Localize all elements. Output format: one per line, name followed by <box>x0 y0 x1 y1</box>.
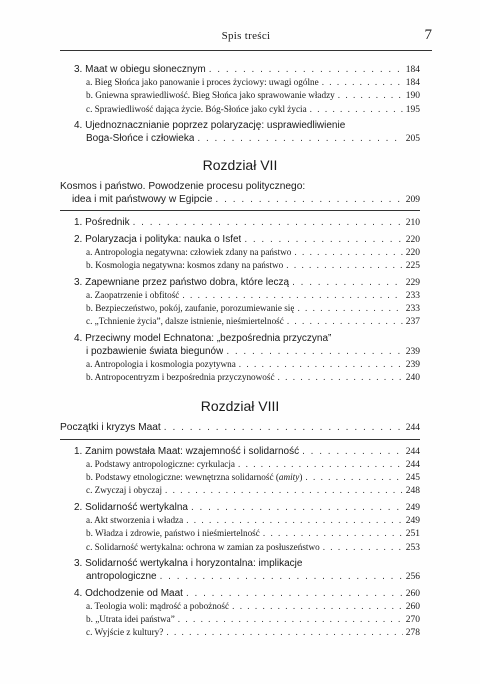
toc-entry-first-line: 4. Ujednoznacznianie poprzez polaryzację: usprawiedliwienie <box>74 120 346 132</box>
toc-entry-title: 2. Polaryzacja i polityka: nauka o Isfet <box>74 233 242 245</box>
dot-leader <box>160 571 403 583</box>
dot-leader <box>239 358 403 370</box>
toc-entry <box>60 502 420 514</box>
toc-entry-page: 229 <box>405 277 420 288</box>
running-header <box>60 27 432 51</box>
dot-leader <box>166 626 402 638</box>
toc-entry-title: b. Antropocentryzm i bezpośrednia przyczynowość <box>86 372 275 383</box>
toc-subentry <box>60 514 420 527</box>
toc-entry-title: 2. Solidarność wertykalna <box>74 502 188 514</box>
toc-entry-page: 184 <box>405 65 420 75</box>
dot-leader <box>263 527 403 539</box>
toc-entry-page: 244 <box>405 446 420 457</box>
dot-leader <box>191 502 403 514</box>
dot-leader <box>287 315 403 327</box>
toc-entry-page: 225 <box>405 261 420 272</box>
toc-entry <box>60 422 420 435</box>
toc-subentry <box>60 471 420 484</box>
toc-entry-page: 239 <box>405 346 420 357</box>
toc-entry <box>60 194 420 207</box>
dot-leader <box>164 422 403 435</box>
toc-entry-page: 233 <box>405 304 420 315</box>
toc-subentry <box>60 458 420 471</box>
dot-leader <box>310 103 403 115</box>
toc-entry-title: idea i mit państwowy w Egipcie <box>72 193 213 205</box>
toc-entry-page: 251 <box>405 529 420 540</box>
toc-entry-page: 249 <box>405 503 420 514</box>
toc-entry-page: 184 <box>405 78 420 89</box>
toc-entry-page: 190 <box>405 91 420 102</box>
dot-leader <box>232 600 403 612</box>
divider <box>60 439 420 440</box>
toc-entry <box>60 234 420 246</box>
toc-entry-page: 278 <box>405 628 420 639</box>
toc-entry-first-line: 3. Solidarność wertykalna i horyzontalna: implikacje <box>74 558 303 570</box>
toc-entry <box>60 571 420 583</box>
toc-subentry <box>60 289 420 302</box>
dot-leader <box>297 302 402 314</box>
toc-entry-title: c. „Tchnienie życia”, dalsze istnienie, nieśmiertelność <box>86 316 284 327</box>
chapter-heading: Rozdział VII <box>202 157 278 174</box>
divider <box>60 210 420 211</box>
toc-subentry <box>60 315 420 328</box>
toc-subentry <box>60 527 420 540</box>
dot-leader <box>305 471 402 483</box>
toc-entry-page: 220 <box>405 247 420 258</box>
toc-subentry <box>60 541 420 554</box>
toc-subentry <box>60 89 420 102</box>
toc-entry-page: 256 <box>405 571 420 582</box>
toc-entry-title: Początki i kryzys Maat <box>60 422 161 434</box>
toc-entry-title: b. Władza i zdrowie, państwo i nieśmiertelność <box>86 528 260 539</box>
toc-entry-page: 253 <box>405 542 420 553</box>
toc-entry-title: antropologiczne <box>86 570 157 582</box>
dot-leader <box>238 458 403 470</box>
chapter-heading: Rozdział VIII <box>200 398 280 415</box>
toc-entry-title: a. Podstawy antropologiczne: cyrkulacja <box>86 458 235 469</box>
toc-entry-title: 1. Pośrednik <box>74 217 130 229</box>
toc-entry-page: 205 <box>405 133 420 144</box>
toc-entry-title: a. Zaopatrzenie i obfitość <box>86 290 180 301</box>
toc-entry-page: 239 <box>405 359 420 370</box>
toc-entry-title-part: b. Podstawy etnologiczne: wewnętrzna solidarność ( <box>86 472 279 483</box>
dot-leader <box>178 613 403 625</box>
dot-leader <box>165 484 403 496</box>
toc-entry-title: c. Zwyczaj i obyczaj <box>86 485 163 496</box>
toc-entry-page: 248 <box>405 486 420 497</box>
toc-entry-title: 3. Zapewniane przez państwo dobra, które leczą <box>74 276 290 288</box>
toc-entry-title: a. Antropologia negatywna: człowiek zdany na państwo <box>86 246 292 257</box>
dot-leader <box>186 588 403 600</box>
toc-entry <box>60 277 420 289</box>
toc-entry-page: 233 <box>405 291 420 302</box>
dot-leader <box>215 194 402 207</box>
toc-entry-title-emphasis: amity <box>278 472 300 483</box>
toc-entry-page: 245 <box>405 473 420 484</box>
table-of-contents <box>60 64 420 639</box>
dot-leader <box>286 259 403 271</box>
toc-subentry <box>60 246 420 259</box>
dot-leader <box>294 246 402 258</box>
toc-entry-title: b. Kosmologia negatywna: kosmos zdany na państwo <box>86 260 284 271</box>
toc-entry-title: a. Antropologia i kosmologia pozytywna <box>86 358 236 369</box>
dot-leader <box>197 133 402 145</box>
toc-entry-first-line: 4. Przeciwny model Echnatona: „bezpośrednia przyczyna” <box>74 333 332 345</box>
dot-leader <box>226 346 402 358</box>
toc-entry-page: 210 <box>405 218 420 229</box>
toc-entry-page: 244 <box>405 459 420 470</box>
dot-leader <box>292 277 403 289</box>
toc-subentry <box>60 302 420 315</box>
toc-entry-page: 244 <box>405 423 420 434</box>
toc-entry-page: 249 <box>405 516 420 527</box>
dot-leader <box>323 541 403 553</box>
toc-subentry <box>60 600 420 613</box>
toc-entry-title: c. Wyjście z kultury? <box>86 627 164 638</box>
toc-entry-title: a. Akt stworzenia i władza <box>86 515 184 526</box>
toc-entry-title: i pozbawienie świata biegunów <box>86 345 224 357</box>
toc-subentry <box>60 259 420 272</box>
toc-entry-title: 3. Maat w obiegu słonecznym <box>74 64 206 75</box>
toc-entry-title <box>86 471 302 483</box>
toc-entry-page: 195 <box>405 104 420 115</box>
page-number: 7 <box>424 27 432 43</box>
toc-entry-title: a. Bieg Słońca jako panowanie i proces życiowy: uwagi ogólne <box>86 77 319 88</box>
toc-subentry <box>60 358 420 371</box>
dot-leader <box>244 234 402 246</box>
toc-entry-title: 4. Odchodzenie od Maat <box>74 587 183 599</box>
dot-leader <box>209 64 403 76</box>
toc-entry-page: 240 <box>405 373 420 384</box>
toc-entry <box>60 64 420 76</box>
toc-subentry <box>60 76 420 89</box>
toc-subentry <box>60 484 420 497</box>
dot-leader <box>186 514 403 526</box>
toc-entry-page: 237 <box>405 317 420 328</box>
dot-leader <box>302 446 403 458</box>
toc-entry-title-part: ) <box>299 472 303 483</box>
dot-leader <box>133 217 403 229</box>
toc-entry-page: 220 <box>405 234 420 245</box>
running-title: Spis treści <box>221 30 271 42</box>
toc-entry-title: b. Gniewna sprawiedliwość. Bieg Słońca jako sprawowanie władzy <box>86 90 335 101</box>
toc-entry <box>60 446 420 458</box>
toc-entry-title: b. „Utrata idei państwa” <box>86 613 175 624</box>
dot-leader <box>338 89 403 101</box>
toc-subentry <box>60 613 420 626</box>
toc-entry-page: 270 <box>405 614 420 625</box>
toc-subentry <box>60 371 420 384</box>
toc-entry-title: b. Bezpieczeństwo, pokój, zaufanie, porozumiewanie się <box>86 303 295 314</box>
toc-entry-title: a. Teologia woli: mądrość a pobożność <box>86 600 230 611</box>
toc-entry <box>60 588 420 600</box>
dot-leader <box>278 371 403 383</box>
toc-entry <box>60 217 420 229</box>
toc-entry-page: 260 <box>405 588 420 599</box>
toc-entry-title: Boga-Słońce i człowieka <box>86 132 195 144</box>
toc-entry-page: 209 <box>405 194 420 205</box>
toc-entry <box>60 346 420 358</box>
toc-entry-title: 1. Zanim powstała Maat: wzajemność i solidarność <box>74 445 300 457</box>
dot-leader <box>182 289 402 301</box>
chapter-intro-first-line: Kosmos i państwo. Powodzenie procesu politycznego: <box>60 181 306 193</box>
dot-leader <box>322 76 403 88</box>
toc-subentry <box>60 103 420 116</box>
toc-entry <box>60 133 420 145</box>
toc-entry-title: c. Sprawiedliwość dająca życie. Bóg-Słońce jako cykl życia <box>86 103 307 114</box>
toc-entry-title: c. Solidarność wertykalna: ochrona w zamian za posłuszeństwo <box>86 541 320 552</box>
toc-entry-page: 260 <box>405 601 420 612</box>
toc-subentry <box>60 626 420 639</box>
